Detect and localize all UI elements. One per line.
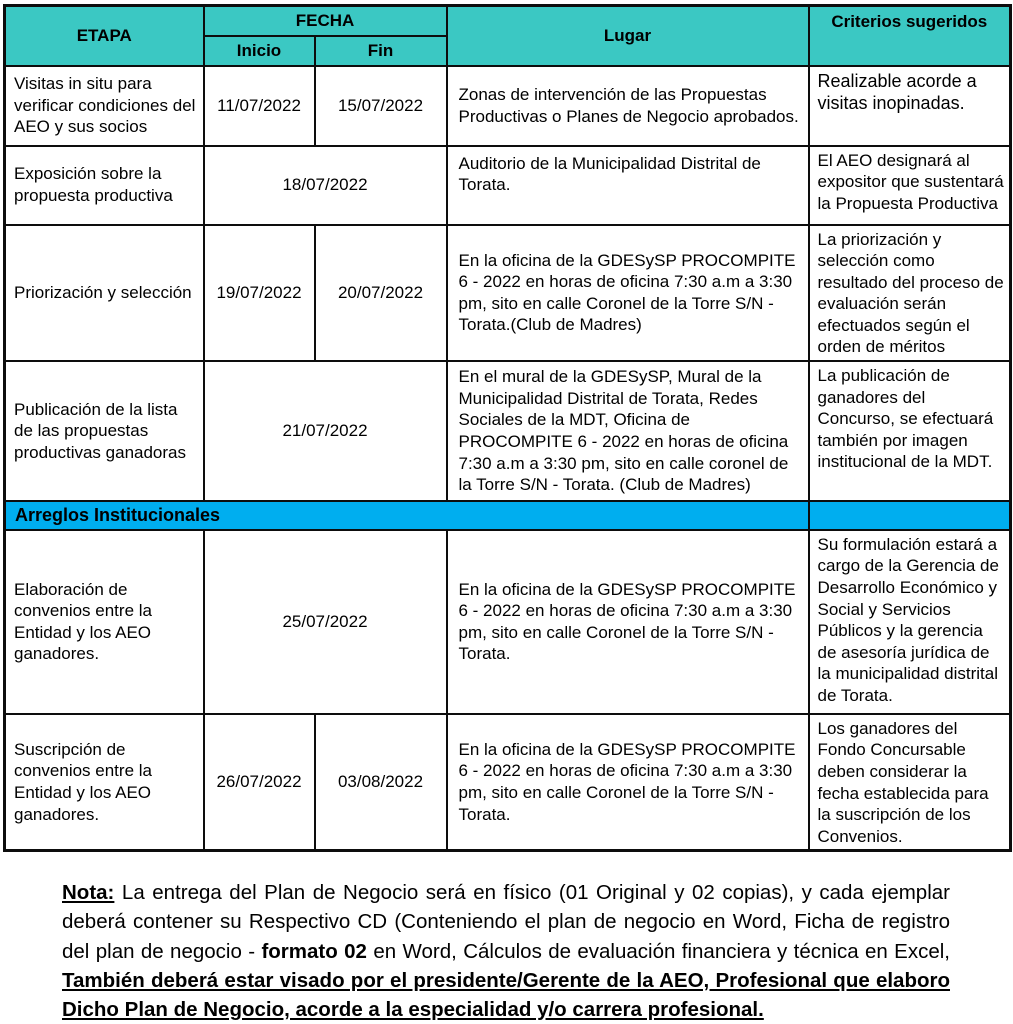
- section-header-row: [5, 501, 1011, 530]
- col-header-fin: Fin: [315, 36, 447, 66]
- note-paragraph: [62, 878, 950, 1024]
- cell-criterios: La publicación de ganadores del Concurso, se efectuará también por imagen institucional de la MDT.: [809, 361, 1011, 501]
- table-row: [5, 714, 1011, 851]
- cronograma-table: [3, 4, 1012, 852]
- note-text-2: en Word, Cálculos de evaluación financiera y técnica en Excel,: [366, 939, 951, 963]
- cell-criterios: Los ganadores del Fondo Concursable deben considerar la fecha establecida para la suscripción de los Convenios.: [809, 714, 1011, 851]
- cell-criterios: El AEO designará al expositor que sustentará la Propuesta Productiva: [809, 146, 1011, 225]
- cell-fecha-inicio: 11/07/2022: [204, 66, 315, 146]
- table-row: [5, 530, 1011, 714]
- table-row: [5, 225, 1011, 361]
- cell-lugar: Zonas de intervención de las Propuestas Productivas o Planes de Negocio aprobados.: [447, 66, 809, 146]
- section-header-label: Arreglos Institucionales: [5, 501, 809, 530]
- table-row: [5, 66, 1011, 146]
- section-header-empty-cell: [809, 501, 1011, 530]
- col-header-fecha: FECHA: [204, 6, 447, 36]
- table-row: [5, 361, 1011, 501]
- note-bold-formato: formato 02: [261, 939, 367, 963]
- cell-lugar: En el mural de la GDESySP, Mural de la Municipalidad Distrital de Torata, Redes Sociales de la MDT, Oficina de PROCOMPITE 6 - 2022 en horas de oficina 7:30 a.m a 3:30 pm, sito en calle coronel de la Torre S/N - Torata. (Club de Madres): [447, 361, 809, 501]
- cell-etapa: Suscripción de convenios entre la Entidad y los AEO ganadores.: [5, 714, 204, 851]
- col-header-etapa: ETAPA: [5, 6, 204, 66]
- header-row-1: [5, 6, 1011, 36]
- col-header-criterios: Criterios sugeridos: [809, 6, 1011, 66]
- cell-fecha-fin: 20/07/2022: [315, 225, 447, 361]
- cell-fecha-inicio: 19/07/2022: [204, 225, 315, 361]
- note-text-1: La entrega del Plan de Negocio será en físico (01 Original y 02 copias), y cada ejemplar deberá contener su Respectivo CD (Conteniendo el plan de negocio en Word, Ficha de registro del plan de negocio -: [62, 881, 950, 963]
- cell-lugar: En la oficina de la GDESySP PROCOMPITE 6 - 2022 en horas de oficina 7:30 a.m a 3:30 pm, sito en calle Coronel de la Torre S/N - Torata.: [447, 714, 809, 851]
- cell-fecha: 18/07/2022: [204, 146, 447, 225]
- cell-etapa: Publicación de la lista de las propuestas productivas ganadoras: [5, 361, 204, 501]
- cell-fecha-fin: 03/08/2022: [315, 714, 447, 851]
- cell-lugar: En la oficina de la GDESySP PROCOMPITE 6 - 2022 en horas de oficina 7:30 a.m a 3:30 pm, sito en calle Coronel de la Torre S/N - Torata.(Club de Madres): [447, 225, 809, 361]
- cell-criterios: Su formulación estará a cargo de la Gerencia de Desarrollo Económico y Social y Servicios Públicos y la gerencia de asesoría jurídica de la municipalidad distrital de Torata.: [809, 530, 1011, 714]
- note-label: Nota:: [62, 881, 115, 905]
- col-header-lugar: Lugar: [447, 6, 809, 66]
- cell-criterios: La priorización y selección como resultado del proceso de evaluación serán efectuados según el orden de méritos: [809, 225, 1011, 361]
- col-header-inicio: Inicio: [204, 36, 315, 66]
- cell-criterios: Realizable acorde a visitas inopinadas.: [809, 66, 1011, 146]
- cell-fecha: 21/07/2022: [204, 361, 447, 501]
- cell-etapa: Visitas in situ para verificar condiciones del AEO y sus socios: [5, 66, 204, 146]
- cell-etapa: Priorización y selección: [5, 225, 204, 361]
- cell-fecha-inicio: 26/07/2022: [204, 714, 315, 851]
- note-bold-underline-text: También deberá estar visado por el presidente/Gerente de la AEO, Profesional que elaboro Dicho Plan de Negocio, acorde a la especialidad y/o carrera profesional.: [62, 968, 950, 1021]
- cell-lugar: En la oficina de la GDESySP PROCOMPITE 6 - 2022 en horas de oficina 7:30 a.m a 3:30 pm, sito en calle Coronel de la Torre S/N - Torata.: [447, 530, 809, 714]
- cell-lugar: Auditorio de la Municipalidad Distrital de Torata.: [447, 146, 809, 225]
- table-row: [5, 146, 1011, 225]
- cell-etapa: Elaboración de convenios entre la Entidad y los AEO ganadores.: [5, 530, 204, 714]
- cell-etapa: Exposición sobre la propuesta productiva: [5, 146, 204, 225]
- cell-fecha-fin: 15/07/2022: [315, 66, 447, 146]
- cell-fecha: 25/07/2022: [204, 530, 447, 714]
